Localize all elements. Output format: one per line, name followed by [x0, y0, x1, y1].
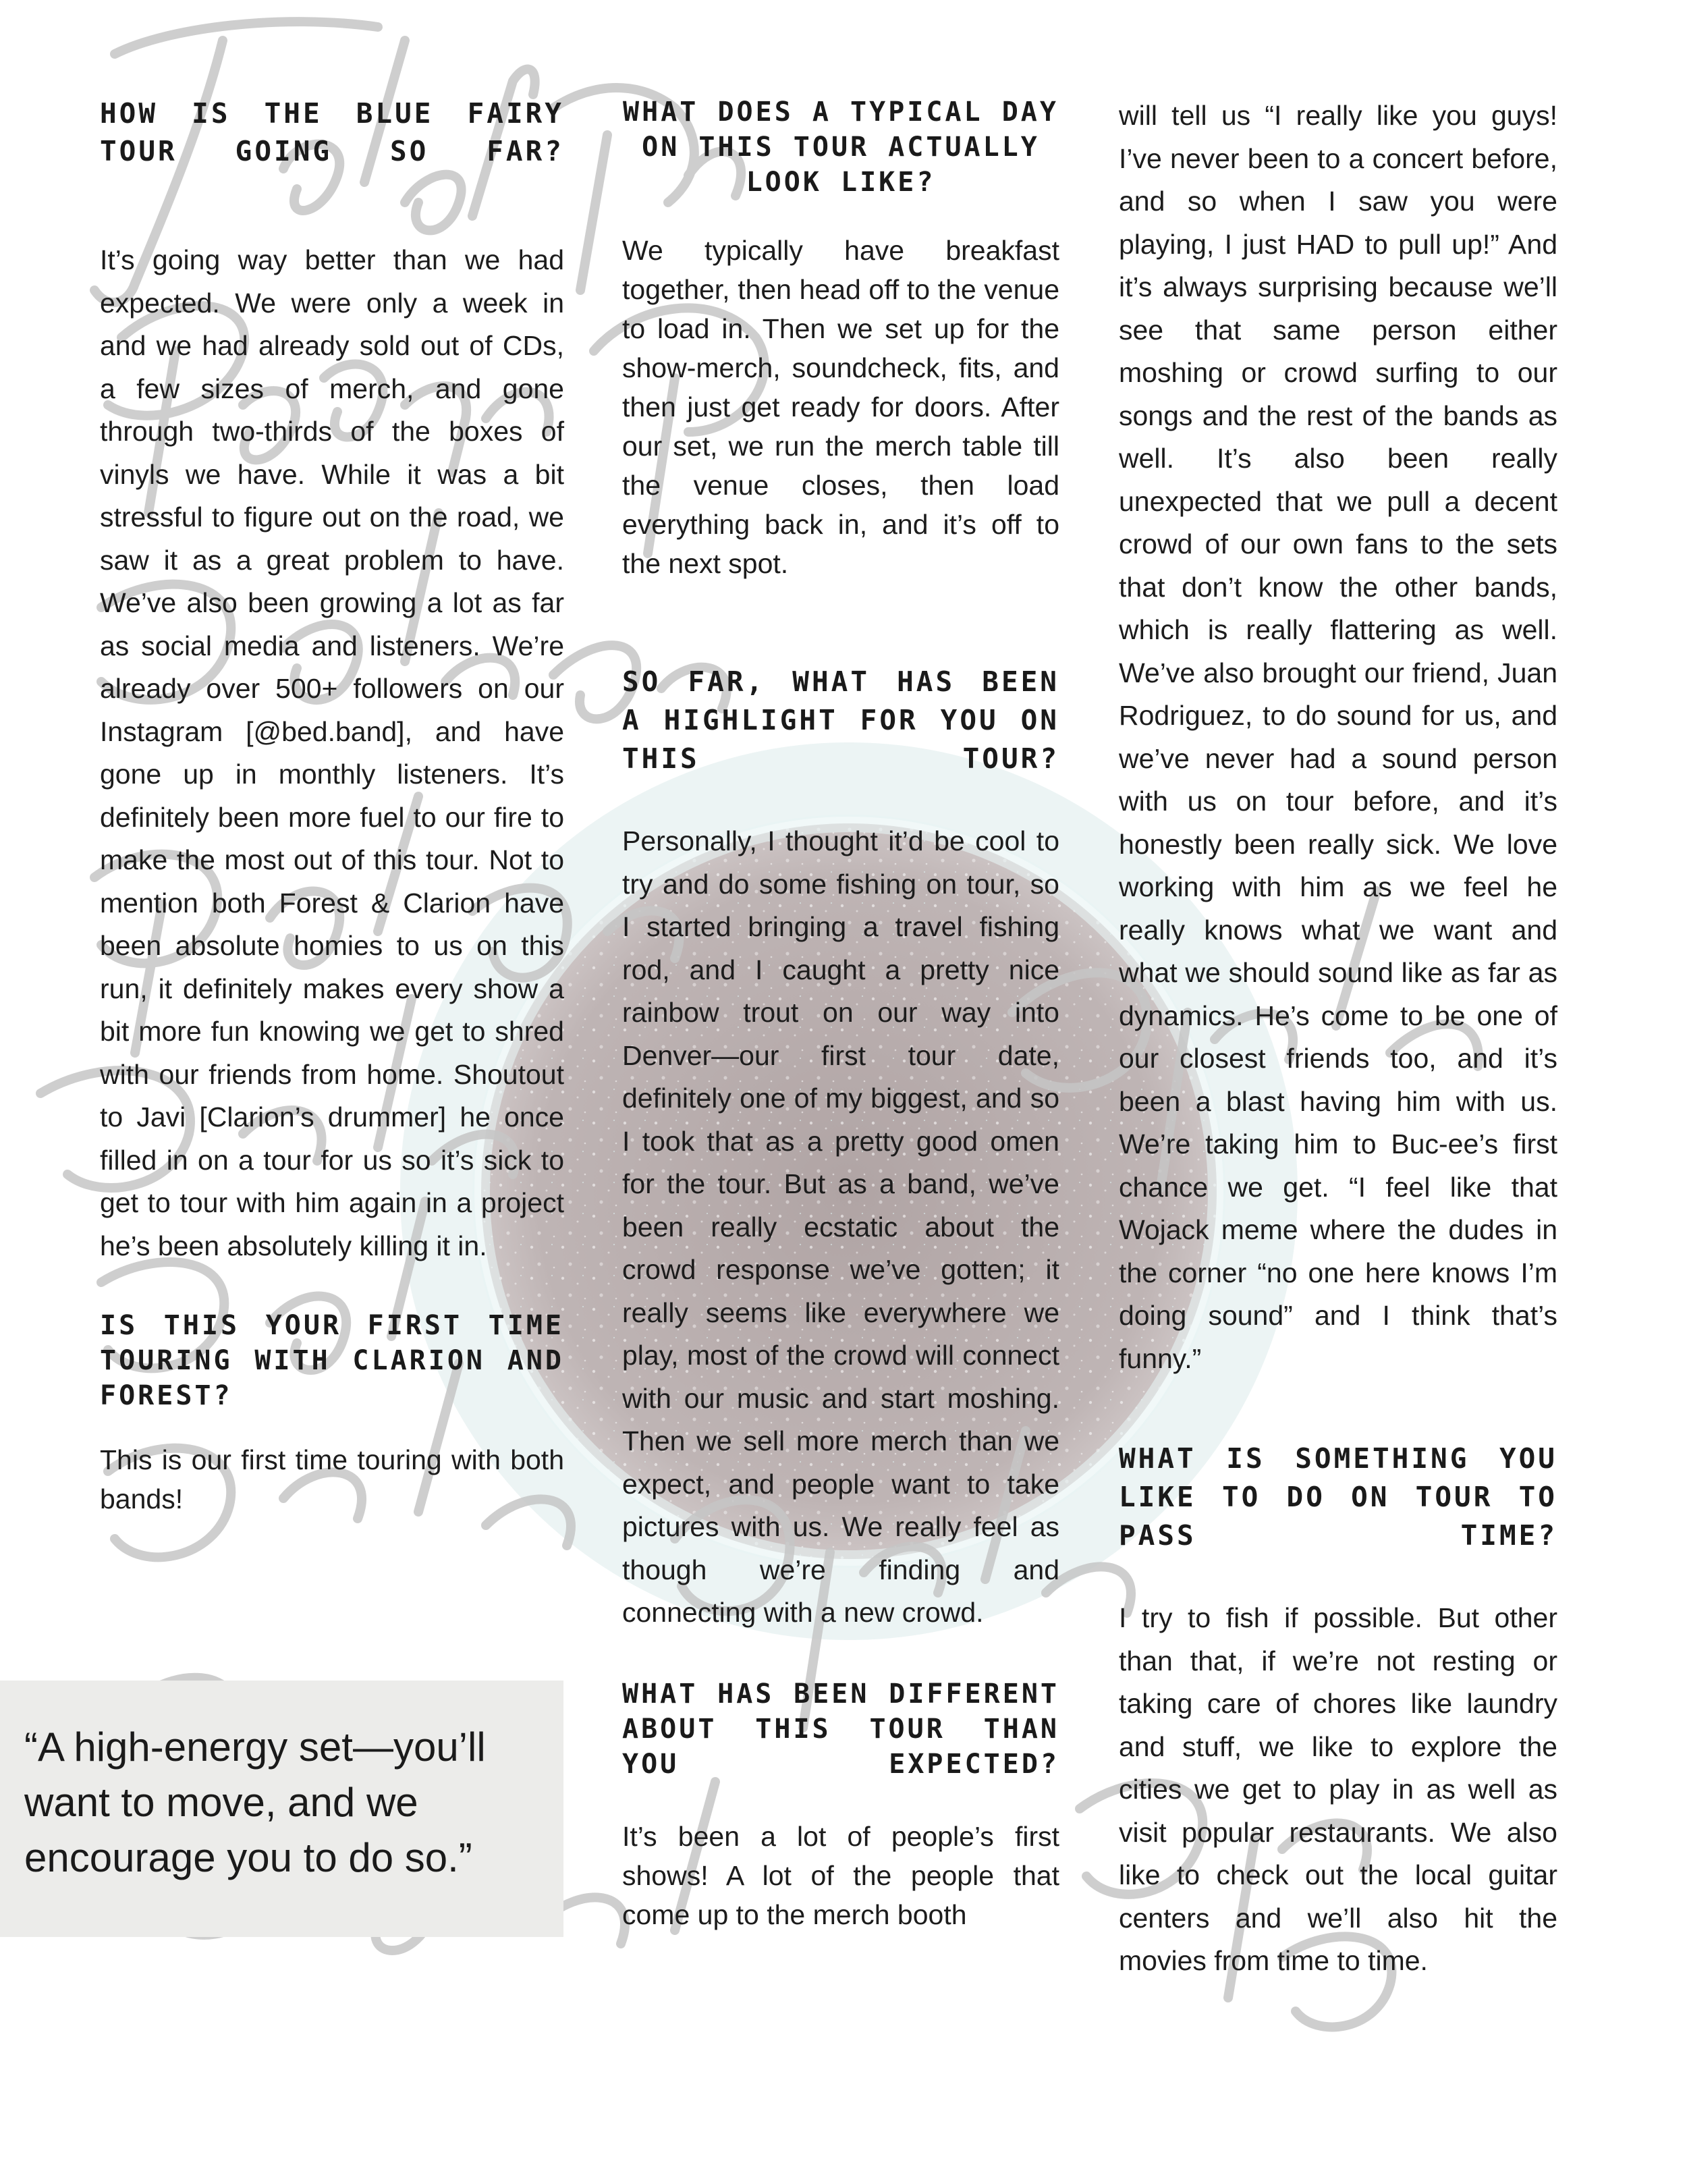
middle-column [622, 94, 1059, 1934]
answer-different-than-expected: It’s been a lot of people’s first shows! A lot of the people that come up to the merch booth [622, 1820, 1059, 1930]
left-column [100, 94, 564, 1519]
answer-pass-time: I try to fish if possible. But other than that, if we’re not resting or taking care of chores like laundry and stuff, we like to explore the cities we get to play in as well as visit popular restaurants. We also like to check out the local guitar centers and we’ll also hit the movies from time to time. [1119, 1602, 1557, 1976]
answer-continued: will tell us “I really like you guys! I’ve never been to a concert before, and so when I saw you were playing, I just HAD to pull up!” And it’s always surprising because we’ll see that same person either moshing or crowd surfing to our songs and the rest of the bands as well. It’s also been really unexpected that we pull a decent crowd of our own fans to the sets that don’t know the other bands, which is really flattering as well. We’ve also brought our friend, Juan Rodriguez, to do sound for us, and we’ve never had a sound person with us on tour before, and it’s honestly been really sick. We love working with him as we feel he really knows what we want and what we should sound like as far as dynamics. He’s come to be one of our closest friends too, and it’s been a blast having him with us. We’re taking him to Buc-ee’s first chance we get. “I feel like that Wojack meme where the dudes in the corner “no one here knows I’m doing sound” and I think that’s funny.” [1119, 100, 1557, 1374]
question-highlight: SO FAR, WHAT HAS BEEN A HIGHLIGHT FOR YOU ON THIS TOUR? [622, 665, 1059, 775]
question-different-than-expected: WHAT HAS BEEN DIFFERENT ABOUT THIS TOUR THAN YOU EXPECTED? [622, 1678, 1059, 1780]
answer-typical-day: We typically have breakfast together, then head off to the venue to load in. Then we set up for the show-merch, soundcheck, fits, and then just get ready for doors. After our set, we run the merch table till the venue closes, then load everything back in, and it’s off to the next spot. [622, 235, 1059, 579]
pull-quote: “A high-energy set—you’ll want to move, and we encourage you to do so.” [24, 1724, 486, 1880]
question-blue-fairy-tour: HOW IS THE BLUE FAIRY TOUR GOING SO FAR? [100, 97, 564, 167]
right-column [1119, 94, 1557, 1983]
answer-blue-fairy-tour: It’s going way better than we had expected. We were only a week in and we had already sold out of CDs, a few sizes of merch, and gone through two-thirds of the boxes of vinyls we have. While it was a bit stressful to figure out on the road, we saw it as a great problem to have. We’ve also been growing a lot as far as social media and listeners. We’re already over 500+ followers on our Instagram [@bed.band], and have gone up in monthly listeners. It’s definitely been more fuel to our fire to make the most out of this tour. Not to mention both Forest & Clarion have been absolute homies to us on this run, it definitely makes every show a bit more fun knowing we get to shred with our friends from home. Shoutout to Javi [Clarion’s drummer] he once filled in on a tour for us so it’s sick to get to tour with him again in a project he’s been absolutely killing it in. [100, 244, 564, 1261]
question-first-time-touring: IS THIS YOUR FIRST TIME TOURING WITH CLARION AND FOREST? [100, 1310, 564, 1411]
question-pass-time: WHAT IS SOMETHING YOU LIKE TO DO ON TOUR TO PASS TIME? [1119, 1442, 1557, 1552]
question-typical-day: WHAT DOES A TYPICAL DAY ON THIS TOUR ACTUALLY LOOK LIKE? [623, 97, 1059, 198]
answer-first-time-touring: This is our first time touring with both bands! [100, 1444, 564, 1514]
answer-highlight: Personally, I thought it’d be cool to try and do some fishing on tour, so I started bringing a travel fishing rod, and I caught a pretty nice rainbow trout on our way into Denver—our first tour date, definitely one of my biggest, and so I took that as a pretty good omen for the tour. But as a band, we’ve been really ecstatic about the crowd response we’ve gotten; it really seems like everywhere we play, most of the crowd will connect with our music and start moshing. Then we sell more merch than we expect, and people want to take pictures with us. We really feel as though we’re finding and connecting with a new crowd. [622, 825, 1059, 1628]
